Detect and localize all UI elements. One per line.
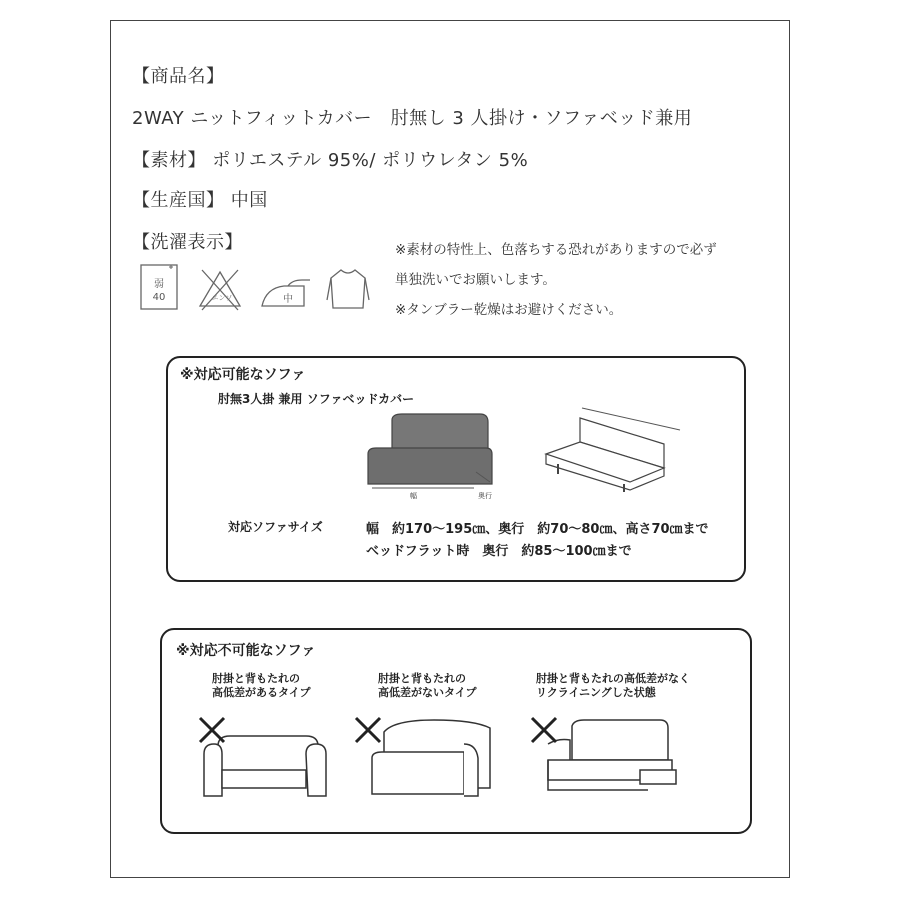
size-label: 対応ソファサイズ (228, 520, 323, 534)
depth-label: 奥行 (478, 492, 492, 500)
reclined-sofa-illustration (528, 714, 688, 804)
care-label: 【洗濯表示】 (132, 232, 243, 253)
incompatible-title: ※対応不可能なソファ (176, 643, 316, 659)
sofa-bed-outline-illustration (540, 404, 690, 494)
incompatible-item-1-line1: 肘掛と背もたれの (212, 672, 300, 685)
bleach-text: エンソ (211, 294, 233, 302)
incompatible-item-3-text (536, 672, 690, 700)
no-bleach-icon (196, 266, 244, 312)
care-note-1: ※素材の特性上、色落ちする恐れがありますので必ず (395, 242, 717, 258)
incompatible-item-2-line2: 高低差がないタイプ (378, 686, 477, 699)
iron-text: 中 (283, 294, 293, 305)
width-label: 幅 (410, 492, 417, 500)
hand-wash-tub-icon (138, 262, 180, 312)
sofa-with-raised-armrests-illustration (196, 714, 336, 804)
incompatible-item-3-line2: リクライニングした状態 (536, 686, 656, 699)
incompatible-item-1-text (212, 672, 310, 700)
care-note-3: ※タンブラー乾燥はお避けください。 (395, 302, 623, 318)
size-line-1: 幅 約170～195㎝、奥行 約70～80㎝、高さ70㎝まで (366, 522, 709, 537)
origin-line: 【生産国】 中国 (132, 190, 268, 211)
incompatible-item-1-line2: 高低差があるタイプ (212, 686, 311, 699)
care-note-2: 単独洗いでお願いします。 (395, 272, 556, 288)
material-line: 【素材】 ポリエステル 95%/ ポリウレタン 5% (132, 150, 529, 171)
incompatible-item-3-line1: 肘掛と背もたれの高低差がなく (536, 672, 690, 685)
sofa-flush-armrests-illustration (354, 714, 504, 804)
incompatible-item-2-text (378, 672, 476, 700)
size-line-2: ベッドフラット時 奥行 約85～100㎝まで (366, 544, 632, 559)
product-name-label: 【商品名】 (132, 66, 225, 87)
dry-flat-shirt-icon (325, 264, 371, 312)
incompatible-item-2-line1: 肘掛と背もたれの (378, 672, 466, 685)
compatible-title: ※対応可能なソファ (180, 367, 306, 383)
tub-temp-text: 40 (152, 292, 166, 303)
compatible-subtitle: 肘無3人掛 兼用 ソファベッドカバー (218, 392, 415, 406)
iron-medium-icon (258, 276, 314, 312)
sofa-dark-illustration (362, 412, 502, 502)
tub-level-text: 弱 (154, 279, 164, 290)
product-name: 2WAY ニットフィットカバー 肘無し 3 人掛け・ソファベッド兼用 (132, 108, 693, 129)
